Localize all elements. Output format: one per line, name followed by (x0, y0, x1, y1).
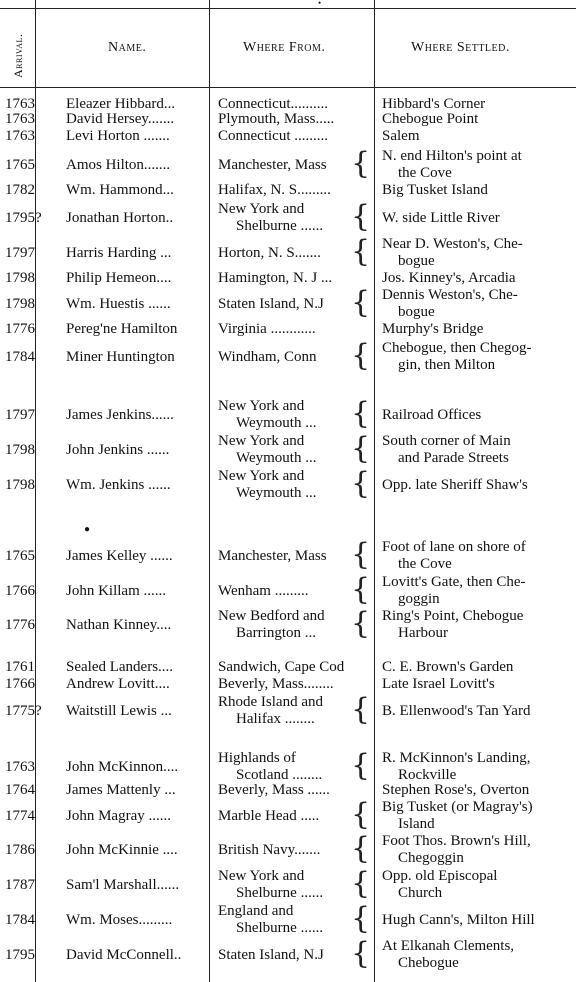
brace-mark: { (351, 692, 371, 727)
settler-name: Wm. Jenkins ...... (66, 477, 171, 493)
where-settled-line: Near D. Weston's, Che- (382, 236, 523, 252)
where-from-line: New Bedford and (218, 608, 325, 624)
where-settled-line: Island (398, 816, 435, 832)
where-from-line: Shelburne ...... (236, 885, 324, 901)
settler-name: Nathan Kinney.... (66, 617, 172, 633)
settler-name: Harris Harding ... (66, 245, 172, 261)
settler-name: Wm. Hammond... (66, 182, 174, 198)
where-from-line: Manchester, Mass (218, 548, 327, 564)
where-settled-line: Big Tusket (or Magray's) (382, 799, 533, 815)
where-from-line: New York and (218, 468, 305, 484)
settler-name: John Killam ...... (66, 583, 166, 599)
settler-name: Amos Hilton....... (66, 157, 171, 173)
arrival-year: 1766 (5, 583, 35, 599)
where-from-line: Weymouth ... (236, 415, 317, 431)
where-settled-line: Rockville (398, 767, 457, 783)
brace-mark: { (351, 234, 371, 269)
arrival-year: 1784 (5, 349, 35, 365)
header-name: Name. (108, 40, 147, 55)
brace-mark: { (351, 797, 371, 832)
where-settled-line: Chebogue Point (382, 111, 479, 127)
where-settled-line: the Cove (398, 165, 452, 181)
arrival-year: 1787 (5, 877, 35, 893)
where-from-line: Beverly, Mass........ (218, 676, 334, 692)
arrival-year: 1784 (5, 912, 35, 928)
where-from-line: England and (218, 903, 294, 919)
where-from-line: Scotland ........ (236, 767, 323, 783)
where-from-line: Plymouth, Mass..... (218, 111, 335, 127)
arrival-year: 1763 (5, 111, 35, 127)
where-settled-line: Church (398, 885, 443, 901)
where-from-line: New York and (218, 868, 305, 884)
where-settled-line: bogue (398, 253, 435, 269)
arrival-year: 1797 (5, 245, 35, 261)
where-from-line: New York and (218, 201, 305, 217)
settler-name: Jonathan Horton.. (66, 210, 174, 226)
where-from-line: Manchester, Mass (218, 157, 327, 173)
arrival-year: 1761 (5, 659, 35, 675)
settler-name: Wm. Huestis ...... (66, 296, 171, 312)
arrival-year: 1798 (5, 477, 35, 493)
where-settled-line: Harbour (398, 625, 448, 641)
where-from-line: Horton, N. S....... (218, 245, 321, 261)
brace-mark: { (351, 537, 371, 572)
where-from-line: Shelburne ...... (236, 218, 324, 234)
column-divider-3 (374, 0, 375, 982)
arrival-year: 1766 (5, 676, 35, 692)
arrival-year: 1763 (5, 128, 35, 144)
where-settled-line: Jos. Kinney's, Arcadia (382, 270, 516, 286)
brace-mark: { (351, 338, 371, 373)
where-settled-line: goggin (398, 591, 440, 607)
where-settled-line: Opp. old Episcopal (382, 868, 498, 884)
arrival-year: 1798 (5, 442, 35, 458)
settler-name: Eleazer Hibbard... (66, 96, 176, 112)
where-settled-line: South corner of Main (382, 433, 511, 449)
where-settled-line: bogue (398, 304, 435, 320)
settler-name: Miner Huntington (66, 349, 175, 365)
header-where-settled: Where Settled. (411, 40, 510, 55)
where-settled-line: Foot of lane on shore of (382, 539, 526, 555)
header-rule (0, 87, 576, 88)
where-settled-line: and Parade Streets (398, 450, 509, 466)
where-from-line: Highlands of (218, 750, 296, 766)
where-from-line: Shelburne ...... (236, 920, 324, 936)
settler-name: John Magray ...... (66, 808, 171, 824)
settler-name: Wm. Moses......... (66, 912, 173, 928)
arrival-year: 1776 (5, 321, 35, 337)
settler-name: Sam'l Marshall...... (66, 877, 180, 893)
arrival-year: 1763 (5, 759, 35, 775)
header-where-from: Where From. (243, 40, 326, 55)
arrival-year: 1775? (5, 703, 42, 719)
arrival-year: 1795 (5, 947, 35, 963)
where-settled-line: Chebogue, then Chegog- (382, 340, 532, 356)
where-settled-line: Foot Thos. Brown's Hill, (382, 833, 531, 849)
settler-name: David McConnell.. (66, 947, 182, 963)
arrival-year: 1798 (5, 296, 35, 312)
where-from-line: Virginia ............ (218, 321, 316, 337)
settler-name: John McKinnon.... (66, 759, 179, 775)
where-settled-line: Hugh Cann's, Milton Hill (382, 912, 535, 928)
arrival-year: 1786 (5, 842, 35, 858)
arrival-year: 1776 (5, 617, 35, 633)
where-settled-line: At Elkanah Clements, (382, 938, 515, 954)
where-settled-line: Big Tusket Island (382, 182, 488, 198)
brace-mark: { (351, 572, 371, 607)
settler-name: Andrew Lovitt.... (66, 676, 170, 692)
settler-name: David Hersey....... (66, 111, 175, 127)
where-settled-line: Opp. late Sheriff Shaw's (382, 477, 528, 493)
where-settled-line: Chebogue (398, 955, 459, 971)
where-from-line: Connecticut.......... (218, 96, 328, 112)
brace-mark: { (351, 466, 371, 501)
arrival-year: 1763 (5, 96, 35, 112)
where-settled-line: Murphy's Bridge (382, 321, 484, 337)
settler-name: John Jenkins ...... (66, 442, 170, 458)
where-from-line: New York and (218, 398, 305, 414)
where-settled-line: Stephen Rose's, Overton (382, 782, 530, 798)
where-from-line: Halifax, N. S......... (218, 182, 331, 198)
where-from-line: Weymouth ... (236, 485, 317, 501)
where-settled-line: R. McKinnon's Landing, (382, 750, 531, 766)
where-from-line: Weymouth ... (236, 450, 317, 466)
column-divider-2 (209, 0, 210, 982)
where-settled-line: Lovitt's Gate, then Che- (382, 574, 526, 590)
where-from-line: Beverly, Mass ...... (218, 782, 330, 798)
where-settled-line: gin, then Milton (398, 357, 496, 373)
settler-name: Philip Hemeon.... (66, 270, 172, 286)
arrival-year: 1798 (5, 270, 35, 286)
settler-name: James Kelley ...... (66, 548, 173, 564)
where-settled-line: Dennis Weston's, Che- (382, 287, 518, 303)
arrival-year: 1797 (5, 407, 35, 423)
arrival-year: 1795? (5, 210, 42, 226)
ink-mark: ● (84, 524, 91, 535)
where-settled-line: W. side Little River (382, 210, 500, 226)
top-mark: • (318, 0, 322, 8)
brace-mark: { (351, 396, 371, 431)
where-settled-line: Late Israel Lovitt's (382, 676, 495, 692)
settler-name: Pereg'ne Hamilton (66, 321, 178, 337)
arrival-year: 1765 (5, 548, 35, 564)
brace-mark: { (351, 199, 371, 234)
column-divider-1 (35, 0, 36, 982)
header-arrival: Arrival. (11, 33, 25, 78)
where-settled-line: C. E. Brown's Garden (382, 659, 514, 675)
settler-name: Waitstill Lewis ... (66, 703, 172, 719)
settler-name: Sealed Landers.... (66, 659, 174, 675)
settler-name: James Mattenly ... (66, 782, 176, 798)
where-from-line: Rhode Island and (218, 694, 323, 710)
where-from-line: Wenham ......... (218, 583, 309, 599)
where-settled-line: B. Ellenwood's Tan Yard (382, 703, 531, 719)
top-rule (0, 8, 576, 9)
where-settled-line: Hibbard's Corner (382, 96, 486, 112)
where-settled-line: Salem (382, 128, 420, 144)
brace-mark: { (351, 866, 371, 901)
settler-name: James Jenkins...... (66, 407, 174, 423)
brace-mark: { (351, 431, 371, 466)
where-from-line: Windham, Conn (218, 349, 317, 365)
brace-mark: { (351, 936, 371, 971)
where-from-line: Barrington ... (236, 625, 316, 641)
settler-name: Levi Horton ....... (66, 128, 170, 144)
brace-mark: { (351, 901, 371, 936)
where-from-line: Connecticut ......... (218, 128, 328, 144)
where-settled-line: Ring's Point, Chebogue (382, 608, 524, 624)
brace-mark: { (351, 831, 371, 866)
where-from-line: Halifax ........ (236, 711, 315, 727)
brace-mark: { (351, 285, 371, 320)
where-from-line: Staten Island, N.J (218, 947, 324, 963)
settler-name: John McKinnie .... (66, 842, 178, 858)
where-settled-line: the Cove (398, 556, 452, 572)
arrival-year: 1764 (5, 782, 35, 798)
brace-mark: { (351, 606, 371, 641)
where-from-line: Hamington, N. J ... (218, 270, 333, 286)
arrival-year: 1782 (5, 182, 35, 198)
where-settled-line: Railroad Offices (382, 407, 482, 423)
where-settled-line: Chegoggin (398, 850, 464, 866)
brace-mark: { (351, 146, 371, 181)
where-from-line: Marble Head ..... (218, 808, 320, 824)
arrival-year: 1765 (5, 157, 35, 173)
where-from-line: British Navy....... (218, 842, 321, 858)
where-from-line: Staten Island, N.J (218, 296, 324, 312)
where-from-line: Sandwich, Cape Cod (218, 659, 345, 675)
arrival-year: 1774 (5, 808, 35, 824)
where-from-line: New York and (218, 433, 305, 449)
brace-mark: { (351, 748, 371, 783)
where-settled-line: N. end Hilton's point at (382, 148, 522, 164)
